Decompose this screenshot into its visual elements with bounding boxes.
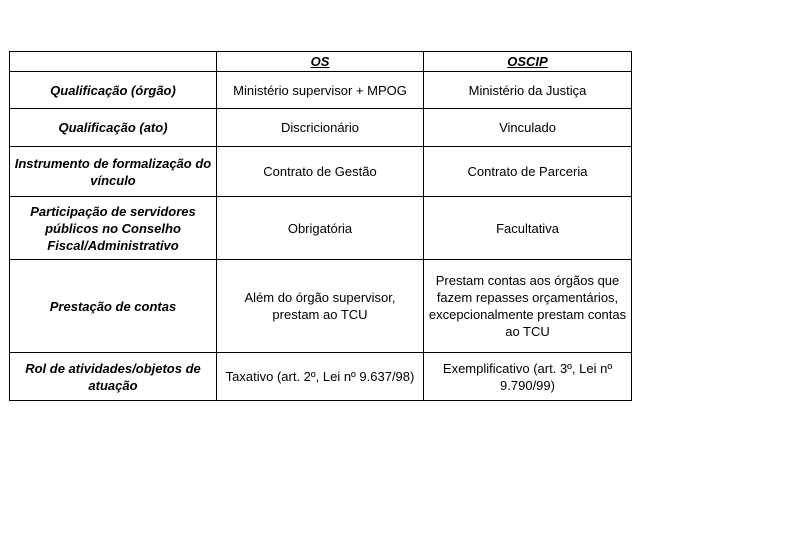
table-row [10,260,632,353]
column-header-os: OS [217,52,424,72]
comparison-table-wrapper [9,51,632,401]
cell-oscip-qualificacao-ato: Vinculado [424,109,632,147]
row-label-qualificacao-orgao: Qualificação (órgão) [10,72,217,109]
cell-os-instrumento: Contrato de Gestão [217,147,424,197]
table-row [10,72,632,109]
os-oscip-comparison-table [9,51,632,401]
table-row [10,109,632,147]
column-header-oscip: OSCIP [424,52,632,72]
row-label-qualificacao-ato: Qualificação (ato) [10,109,217,147]
row-label-prestacao-contas: Prestação de contas [10,260,217,353]
table-row [10,147,632,197]
cell-os-rol-atividades: Taxativo (art. 2º, Lei nº 9.637/98) [217,353,424,401]
table-row [10,353,632,401]
row-label-instrumento: Instrumento de formalização do vínculo [10,147,217,197]
cell-oscip-rol-atividades: Exemplificativo (art. 3º, Lei nº 9.790/99) [424,353,632,401]
table-row [10,197,632,260]
table-header-row [10,52,632,72]
cell-os-qualificacao-orgao: Ministério supervisor + MPOG [217,72,424,109]
header-corner-cell [10,52,217,72]
cell-oscip-participacao: Facultativa [424,197,632,260]
row-label-rol-atividades: Rol de atividades/objetos de atuação [10,353,217,401]
cell-os-qualificacao-ato: Discricionário [217,109,424,147]
cell-oscip-qualificacao-orgao: Ministério da Justiça [424,72,632,109]
row-label-participacao: Participação de servidores públicos no Conselho Fiscal/Administrativo [10,197,217,260]
cell-os-prestacao-contas: Além do órgão supervisor, prestam ao TCU [217,260,424,353]
cell-oscip-prestacao-contas: Prestam contas aos órgãos que fazem repasses orçamentários, excepcionalmente prestam contas ao TCU [424,260,632,353]
cell-oscip-instrumento: Contrato de Parceria [424,147,632,197]
cell-os-participacao: Obrigatória [217,197,424,260]
